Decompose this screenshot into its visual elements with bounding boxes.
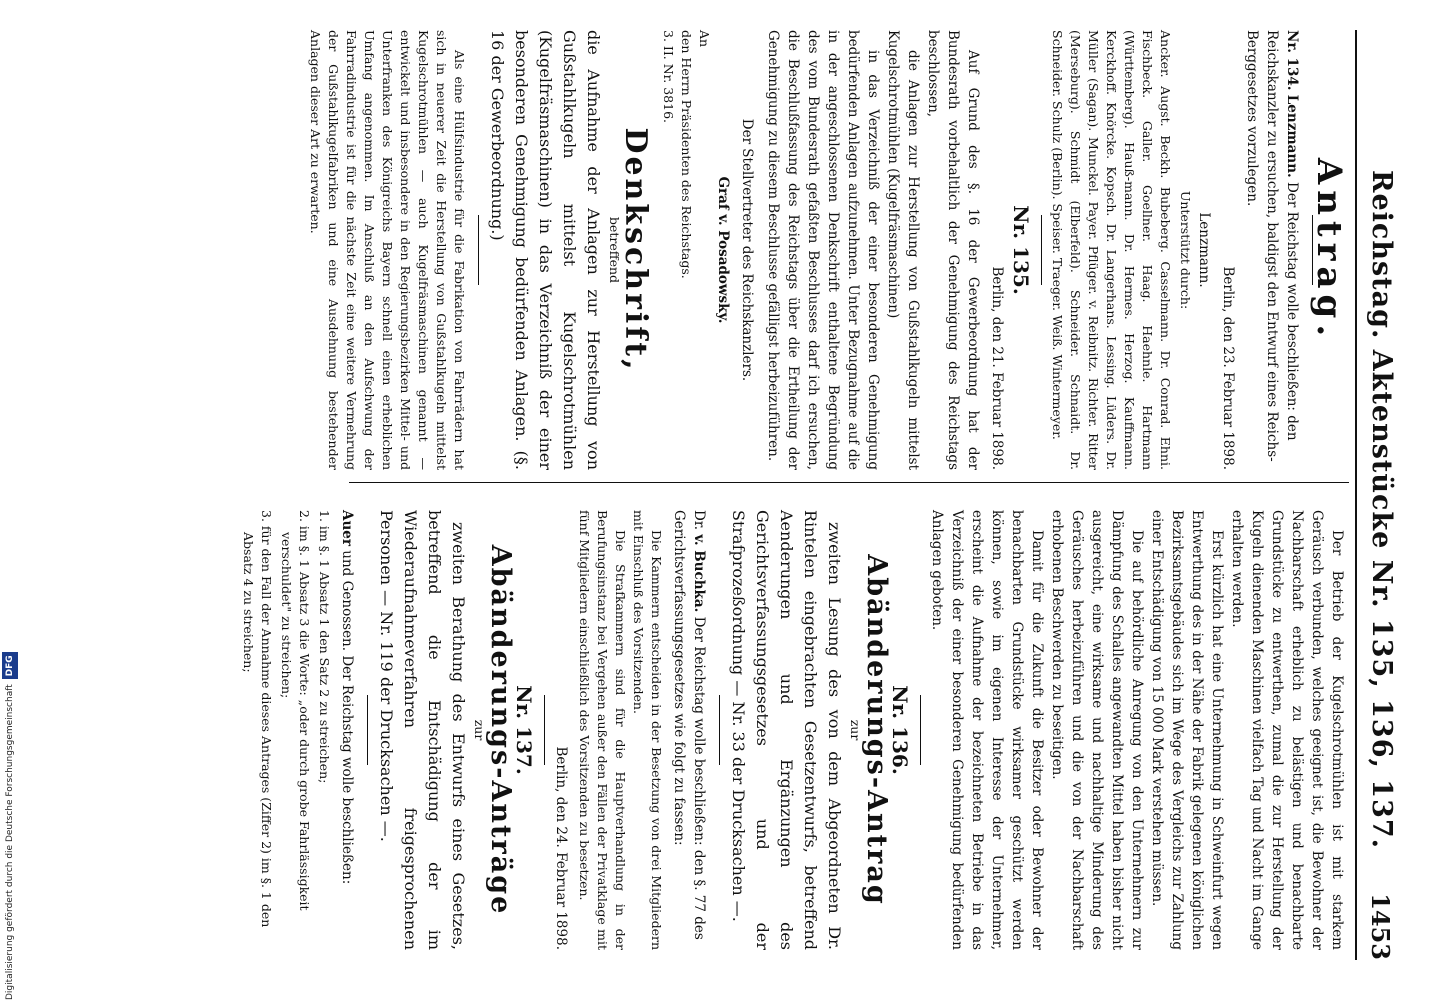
nr137-rule <box>367 695 368 765</box>
nr136-heading: Nr. 136. <box>888 685 912 775</box>
nr136-mover-prefix: Dr. <box>691 510 707 531</box>
nr135-ref: 3. II. Nr. 3816. <box>661 30 676 123</box>
nr134-mover: Lenzmann. <box>1284 94 1300 178</box>
nr136-quote2: Die Strafkammern sind für die Hauptverhandlung in der Berufungsinstanz bei Vergehen außer den Fällen der Privatklage mit fünf Mitgliedern einschließlich des Vorsitzenden zu besetzen. <box>577 510 628 950</box>
nr134-heading: Nr. 134. <box>1284 30 1300 91</box>
denkschrift-rule <box>478 215 479 285</box>
running-head <box>1355 30 1407 960</box>
nr136-text: Der Reichstag wolle beschließen: den §. 77 des Gerichtsverfassungsgesetzes wie folgt zu fassen: <box>671 510 707 940</box>
nr137-mover: Auer <box>339 510 355 546</box>
nr135-date: Berlin, den 21. Februar 1898. <box>989 266 1005 470</box>
antrag-title: Antrag. <box>1309 157 1349 343</box>
denkschrift-subtitle: betreffend <box>607 216 622 284</box>
nr135-office: Der Stellvertreter des Reichskanzlers. <box>739 118 755 382</box>
nr135-addressee-an: An <box>697 30 712 48</box>
column-divider <box>349 482 1349 483</box>
nr135-p3: in das Verzeichniß der einer besonderen Genehmigung bedürfenden Anlagen aufzunehmen. Unter Bezugnahme auf die in der angeschlossenen Denkschrift enthaltene Begründung des vom Bundesrath gefaßten Beschlusses darf ich ersuchen, die Beschlußfassung des Reichstags über die Ertheilung der Genehmigung zu diesem Beschlusse gefälligst herbeizuführen. <box>765 30 881 470</box>
continuation-p2: Erst kürzlich hat eine Unternehmung in Schweinfurt wegen Entwerthung des in der Nähe der Fabrik gelegenen königlichen Bezirksamtsgebäudes sich im Wege des Vergleichs zur Zahlung einer Entschädigung von 15 000 Mark verstehen müssen. <box>1149 510 1225 950</box>
nr137-title: Abänderungs-Anträge <box>485 544 516 916</box>
section-rule <box>544 695 545 765</box>
dfg-logo: DFG <box>2 652 18 679</box>
section-rule <box>920 695 921 765</box>
nr134-signer: Lenzmann. <box>1196 212 1212 288</box>
nr136-body: zweiten Lesung des von dem Abgeordneten Dr. Rintelen eingebrachten Gesetzentwurfs, betreffend Aenderungen und Ergänzungen des Gerichtsverfassungsgesetzes und der Strafprozeßordnung — Nr. 33 der Drucksachen —. <box>729 510 844 950</box>
denkschrift-paragraph: Als eine Hülfsindustrie für die Fabrikation von Fahrrädern hat sich in neuerer Zeit die Herstellung von Gußstahlkugeln mittelst Kugelschrotmühlen — auch Kugelfräsmaschinen genannt — entwickelt und insbesondere in den Regierungsbezirken Mittel- und Unterfranken des Königreichs Bayern schnell einen erheblichen Umfang angenommen. Im Anschluß an den Aufschwung der Fahrradindustrie ist für die nächste Zeit eine weitere Vermehrung der Gußstahlkugelfabriken und eine Ausdehnung bestehender Anlagen dieser Art zu erwarten. <box>308 30 467 470</box>
nr135-heading: Nr. 135. <box>1009 205 1033 295</box>
nr137-motion <box>337 510 357 950</box>
nr137-intro: und Genossen. Der Reichstag wolle beschließen: <box>339 550 355 885</box>
continuation-p4: Damit für die Zukunft die Besitzer oder Bewohner der benachbarten Grundstücke wirksamer geschützt werden können, sowie im eigenen Interesse der Unternehmer, erscheint die Aufnahme der bezeichneten Betriebe in das Verzeichniß der einer besonderen Genehmigung bedürfenden Anlagen geboten. <box>929 510 1045 950</box>
nr137-item-2: 2. im §. 1 Absatz 3 die Worte: „oder durch grobe Fahrlässigkeit verschuldet" zu streichen; <box>279 510 312 911</box>
left-column <box>306 30 1347 470</box>
nr137-zur: zur <box>472 719 487 741</box>
digitization-credit <box>2 0 18 1000</box>
nr136-title: Abänderungs-Antrag <box>861 554 892 906</box>
nr136-mover: v. Buchka. <box>691 534 707 613</box>
nr135-signature: Graf v. Posadowsky. <box>715 176 731 324</box>
denkschrift-title: Denkschrift, <box>618 127 653 373</box>
nr137-item-1: 1. im §. 1 Absatz 1 den Satz 2 zu streichen; <box>317 510 332 784</box>
nr135-p1: Auf Grund des §. 16 der Gewerbeordnung hat der Bundesrath vorbehaltlich der Genehmigung des Reichstags beschlossen, <box>925 30 981 470</box>
page-number: 1453 <box>1366 893 1395 960</box>
continuation-p1: Der Betrieb der Kugelschrotmühlen ist mit starkem Geräusch verbunden, welches geeignet ist, die Bewohner der Nachbarschaft erheblich zu belästigen und benachbarte Grundstücke zu entwerthen, zumal die zur Herstellung der Kugeln dienenden Maschinen vielfach Tag und Nacht im Gange erhalten werden. <box>1229 510 1345 950</box>
nr134-block <box>1242 30 1302 470</box>
nr137-item-3: 3. für den Fall der Annahme dieses Antrages (Ziffer 2) im §. 1 den Absatz 4 zu streichen; <box>241 510 274 928</box>
rotated-document-page <box>37 0 1417 1000</box>
nr136-motion <box>669 510 709 950</box>
nr134-supporters: Ancker. Augst. Beckh. Bubeberg. Casselmann. Dr. Conrad. Ehni. Fischbeck. Galler. Goellner. Haag. Haehnle. Hartmann (Württemberg). Hauß-mann. Dr. Hermes. Herzog. Kauffmann. Kerckhoff. Knörcke. Kopsch. Dr. Langerhans. Lessing. Lüders. Dr. Müller (Sagan). Munckel. Payer. Pflüger. v. Reibnitz. Richter. Ritter (Merseburg). Schmidt (Elberfeld). Schneider. Schnaidt. Dr. Schneider. Schulz (Berlin). Speiser. Traeger. Weiß. Wintermeyer. <box>1050 30 1173 470</box>
nr136-date: Berlin, den 24. Februar 1898. <box>553 746 569 950</box>
nr134-supported-label: Unterstützt durch: <box>1178 190 1193 310</box>
credit-text: Digitalisierung gefördert durch die Deutsche Forschungsgemeinschaft <box>5 684 15 1000</box>
nr137-heading: Nr. 137. <box>512 685 536 775</box>
nr135-addressee: den Herrn Präsidenten des Reichstags. <box>679 30 694 279</box>
right-column <box>237 510 1347 950</box>
nr136-quote1: Die Kammern entscheiden in der Besetzung von drei Mitgliedern mit Einschluß des Vorsitzenden. <box>631 510 664 950</box>
section-rule <box>1041 215 1042 285</box>
nr136-rule <box>719 695 720 765</box>
nr134-text: Der Reichstag wolle beschließen: den Reichskanzler zu ersuchen, baldigst den Entwurf eines Reichs-Berggesetzes vorzulegen. <box>1244 30 1300 462</box>
nr136-zur: zur <box>848 719 863 741</box>
nr137-body: zweiten Berathung des Entwurfs eines Gesetzes, betreffend die Entschädigung der im Wiederaufnahmeverfahren freigesprochenen Personen — Nr. 119 der Drucksachen —. <box>377 510 468 950</box>
nr134-date: Berlin, den 23. Februar 1898. <box>1220 266 1236 470</box>
continuation-p3: Die auf behördliche Anregung von den Unternehmern zur Dämpfung des Schalles angewandten Mittel haben bisher nicht ausgereicht, eine wirksame und nachhaltige Minderung des Geräusches herbeizuführen und die von der Nachbarschaft erhobenen Beschwerden zu beseitigen. <box>1049 510 1145 950</box>
denkschrift-body: die Aufnahme der Anlagen zur Herstellung von Gußstahlkugeln mittelst Kugelschrotmühlen (Kugelfräsmaschinen) in das Verzeichniß der einer besonderen Genehmigung bedürfenden Anlagen. (§. 16 der Gewerbeordnung.) <box>488 30 603 470</box>
nr135-p2: die Anlagen zur Herstellung von Gußstahlkugeln mittelst Kugelschrotmühlen (Kugelfräsmaschinen) <box>885 30 921 470</box>
running-head-title: Reichstag. Aktenstücke Nr. 135, 136, 137. <box>1366 170 1397 850</box>
